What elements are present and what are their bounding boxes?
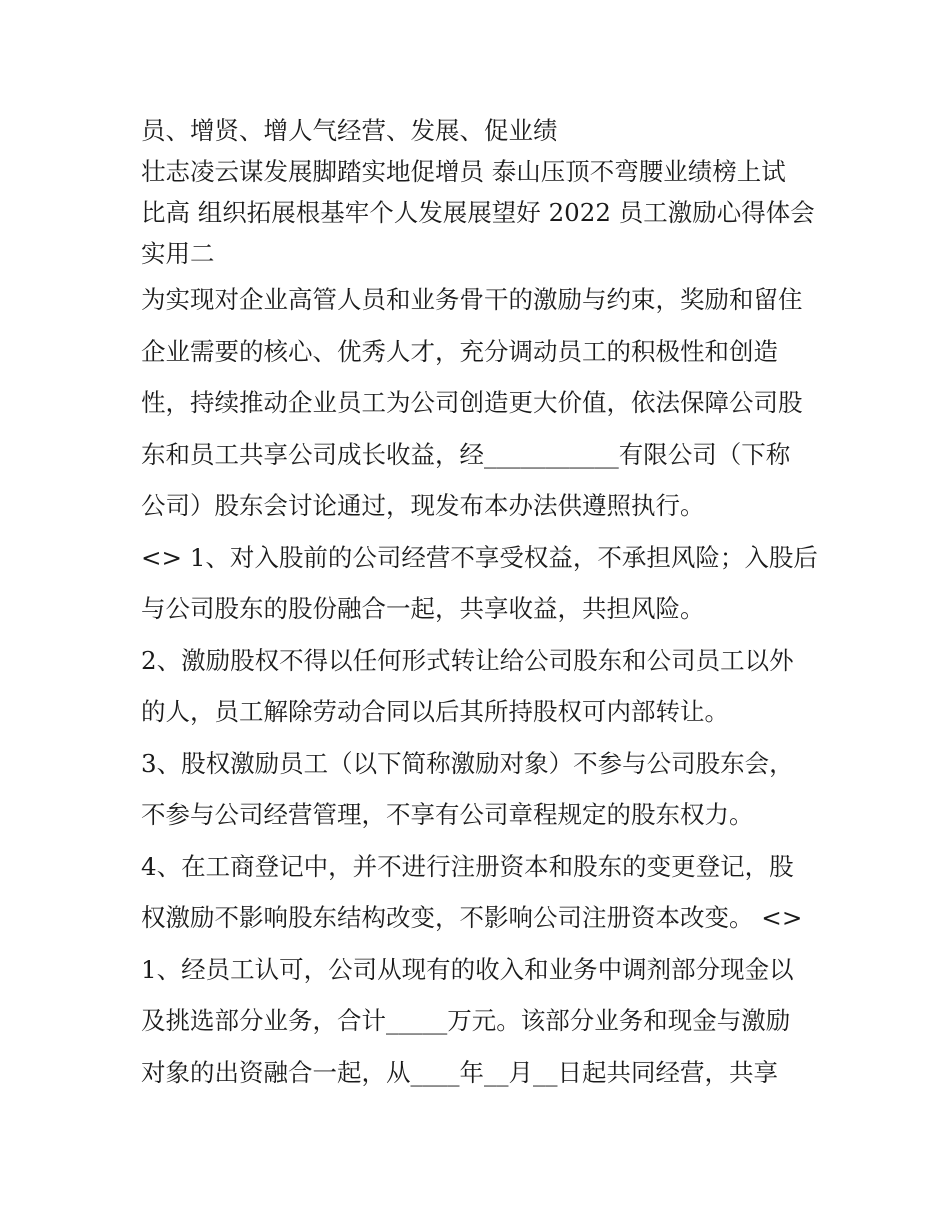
text-line: 对象的出资融合一起，从____年__月__日起共同经营，共享 xyxy=(141,1057,778,1087)
text-line: 东和员工共享公司成长收益，经___________有限公司（下称 xyxy=(141,439,791,469)
text-line: 比高 组织拓展根基牢个人发展展望好 2022 员工激励心得体会 xyxy=(141,198,815,227)
text-line: 权激励不影响股东结构改变，不影响公司注册资本改变。 <> xyxy=(141,903,803,932)
text-line: 性，持续推动企业员工为公司创造更大价值，依法保障公司股 xyxy=(141,388,803,417)
text-line: 壮志凌云谋发展脚踏实地促增员 泰山压顶不弯腰业绩榜上试 xyxy=(141,157,786,186)
text-line: 公司）股东会讨论通过，现发布本办法供遵照执行。 xyxy=(141,491,705,520)
text-line: 及挑选部分业务，合计_____万元。该部分业务和现金与激励 xyxy=(141,1006,791,1035)
text-line: <> 1、对入股前的公司经营不享受权益，不承担风险；入股后 xyxy=(141,542,818,572)
text-line: 实用二 xyxy=(141,239,215,268)
text-line: 不参与公司经营管理，不享有公司章程规定的股东权力。 xyxy=(141,800,754,829)
text-line: 3、股权激励员工（以下简称激励对象）不参与公司股东会， xyxy=(141,748,794,778)
document-body xyxy=(141,110,831,1098)
text-line: 的人，员工解除劳动合同以后其所持股权可内部转让。 xyxy=(141,697,729,726)
text-line: 1、经员工认可，公司从现有的收入和业务中调剂部分现金以 xyxy=(141,954,794,984)
text-line: 员、增贤、增人气经营、发展、促业绩 xyxy=(141,116,558,145)
text-line: 4、在工商登记中，并不进行注册资本和股东的变更登记，股 xyxy=(141,851,794,881)
text-line: 企业需要的核心、优秀人才，充分调动员工的积极性和创造 xyxy=(141,336,778,366)
text-line: 2、激励股权不得以任何形式转让给公司股东和公司员工以外 xyxy=(141,645,794,675)
text-line: 为实现对企业高管人员和业务骨干的激励与约束，奖励和留住 xyxy=(141,285,803,314)
text-line: 与公司股东的股份融合一起，共享收益，共担风险。 xyxy=(141,594,705,623)
